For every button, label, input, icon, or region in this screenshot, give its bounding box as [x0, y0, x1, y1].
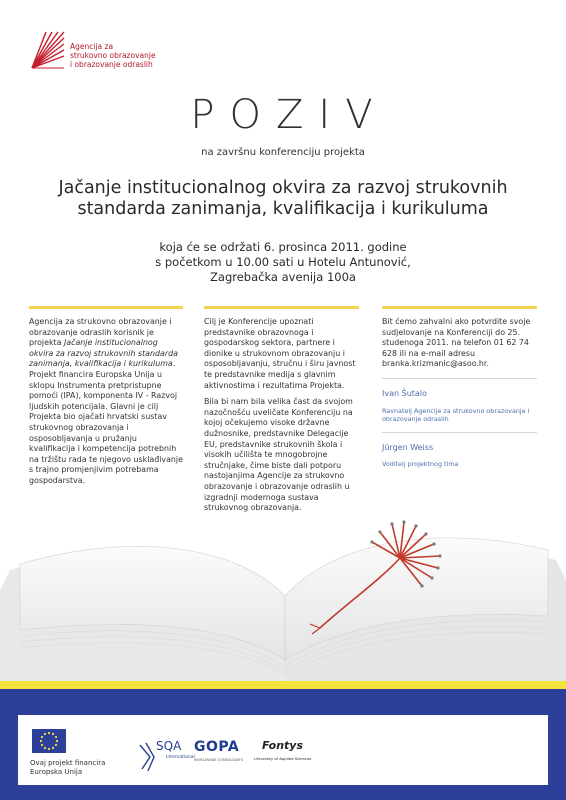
signature-separator	[382, 432, 537, 433]
headline-line: Jačanje institucionalnog okvira za razvoj strukovnih	[58, 178, 508, 198]
column-project-intro	[29, 306, 183, 493]
project-name-italic: Jačanje institucionalnog okvira za razvoj strukovnih standarda zanimanja, kvalifikacija i kurikuluma	[29, 338, 178, 369]
project-intro-text	[29, 317, 183, 487]
rsvp-text: Bit ćemo zahvalni ako potvrdite svoje sudjelovanje na Konferenciji do 25. studenoga 2011. na telefon 01 62 74 628 ili na e-mail adresu branka.krizmanic@asoo.hr.	[382, 317, 531, 369]
invitation-subtitle: na završnu konferenciju projekta	[201, 147, 365, 158]
column-rsvp	[382, 306, 537, 469]
signature-role: Voditelj projektnog tima	[382, 460, 459, 469]
eu-flag-icon	[32, 729, 66, 753]
gopa-logo-subtext: WORLDWIDE CONSULTANTS	[194, 758, 244, 762]
signature-name: Jürgen Weiss	[382, 442, 434, 452]
intro-text-start: Agencija za strukovno obrazovanje i obrazovanje odraslih korisnik je projekta	[29, 317, 172, 348]
event-details	[60, 240, 506, 285]
agency-logo	[28, 28, 168, 88]
agency-logo-line: strukovno obrazovanje	[70, 51, 156, 60]
agency-logo-text	[70, 42, 156, 69]
agency-logo-line: Agencija za	[70, 42, 114, 51]
event-line: s početkom u 10.00 sati u Hotelu Antunović,	[155, 255, 411, 269]
column-conference-goal	[204, 306, 359, 520]
agency-logo-icon	[28, 28, 68, 72]
event-line: Zagrebačka avenija 100a	[210, 270, 356, 284]
headline-line: standarda zanimanja, kvalifikacija i kurikuluma	[77, 199, 489, 219]
signature-role: Ravnatelj Agencije za strukovno obrazovanje i obrazovanje odraslih	[382, 406, 530, 424]
invitation-title: POZIV	[190, 92, 388, 138]
footer-logo-panel	[18, 715, 548, 785]
gopa-logo-text: GOPA	[194, 739, 240, 755]
signature-name: Ivan Šutalo	[382, 388, 427, 398]
eu-caption-line: Europska Unija	[30, 768, 83, 776]
invitation-text: Bila bi nam bila velika čast da svojom nazočnošću uveličate Konferenciju na kojoj očekujemo visoke državne dužnosnike, predstavnike Delegacije EU, predstavnike strukovnih škola i visokih učilišta te mnogobrojne stručnjake, čime biste dali potporu nastojanjima Agencije za strukovno obrazovanje i obrazovanje odraslih u izgradnji modernoga sustava strukovnog obrazovanja.	[204, 397, 353, 513]
sqa-logo-text: SQA	[156, 739, 182, 753]
eu-caption-line: Ovaj projekt financira	[30, 759, 106, 767]
fontys-logo-text: Fontys	[262, 739, 304, 752]
signature-separator	[382, 378, 537, 379]
event-line: koja će se održati 6. prosinca 2011. godine	[159, 240, 407, 254]
footer	[0, 689, 566, 800]
column-divider	[29, 306, 183, 309]
sqa-logo-subtext: International	[166, 755, 195, 760]
project-headline	[40, 178, 526, 220]
column-divider	[382, 306, 537, 309]
intro-text-end: . Projekt financira Europska Unija u sklopu Instrumenta pretpristupne pomoći (IPA), komponenta IV - Razvoj ljudskih potencijala. Glavni je cilj Projekta bio ojačati hrvatski sustav strukovnog obrazovanja i osposobljavanja u pružanju kvalifikacija i kompetencija potrebnih na tržištu rada te njegovo usklađivanje s trajno promjenjivim potrebama gospodarstva.	[29, 359, 183, 485]
footer-accent-bar	[0, 681, 566, 689]
fontys-logo-subtext: University of Applied Sciences	[254, 756, 312, 761]
agency-logo-line: i obrazovanje odraslih	[70, 60, 153, 69]
conference-goal-text: Cilj je Konferencije upoznati predstavnike obrazovnoga i gospodarskog sektora, partnere i dionike u strukovnom obrazovanju i osposobljavanju, stručnu i širu javnost te predstavnike medija s glavnim aktivnostima i rezultatima Projekta.	[204, 317, 356, 390]
column-divider	[204, 306, 359, 309]
eu-caption	[30, 759, 105, 777]
open-book-illustration	[0, 510, 566, 682]
